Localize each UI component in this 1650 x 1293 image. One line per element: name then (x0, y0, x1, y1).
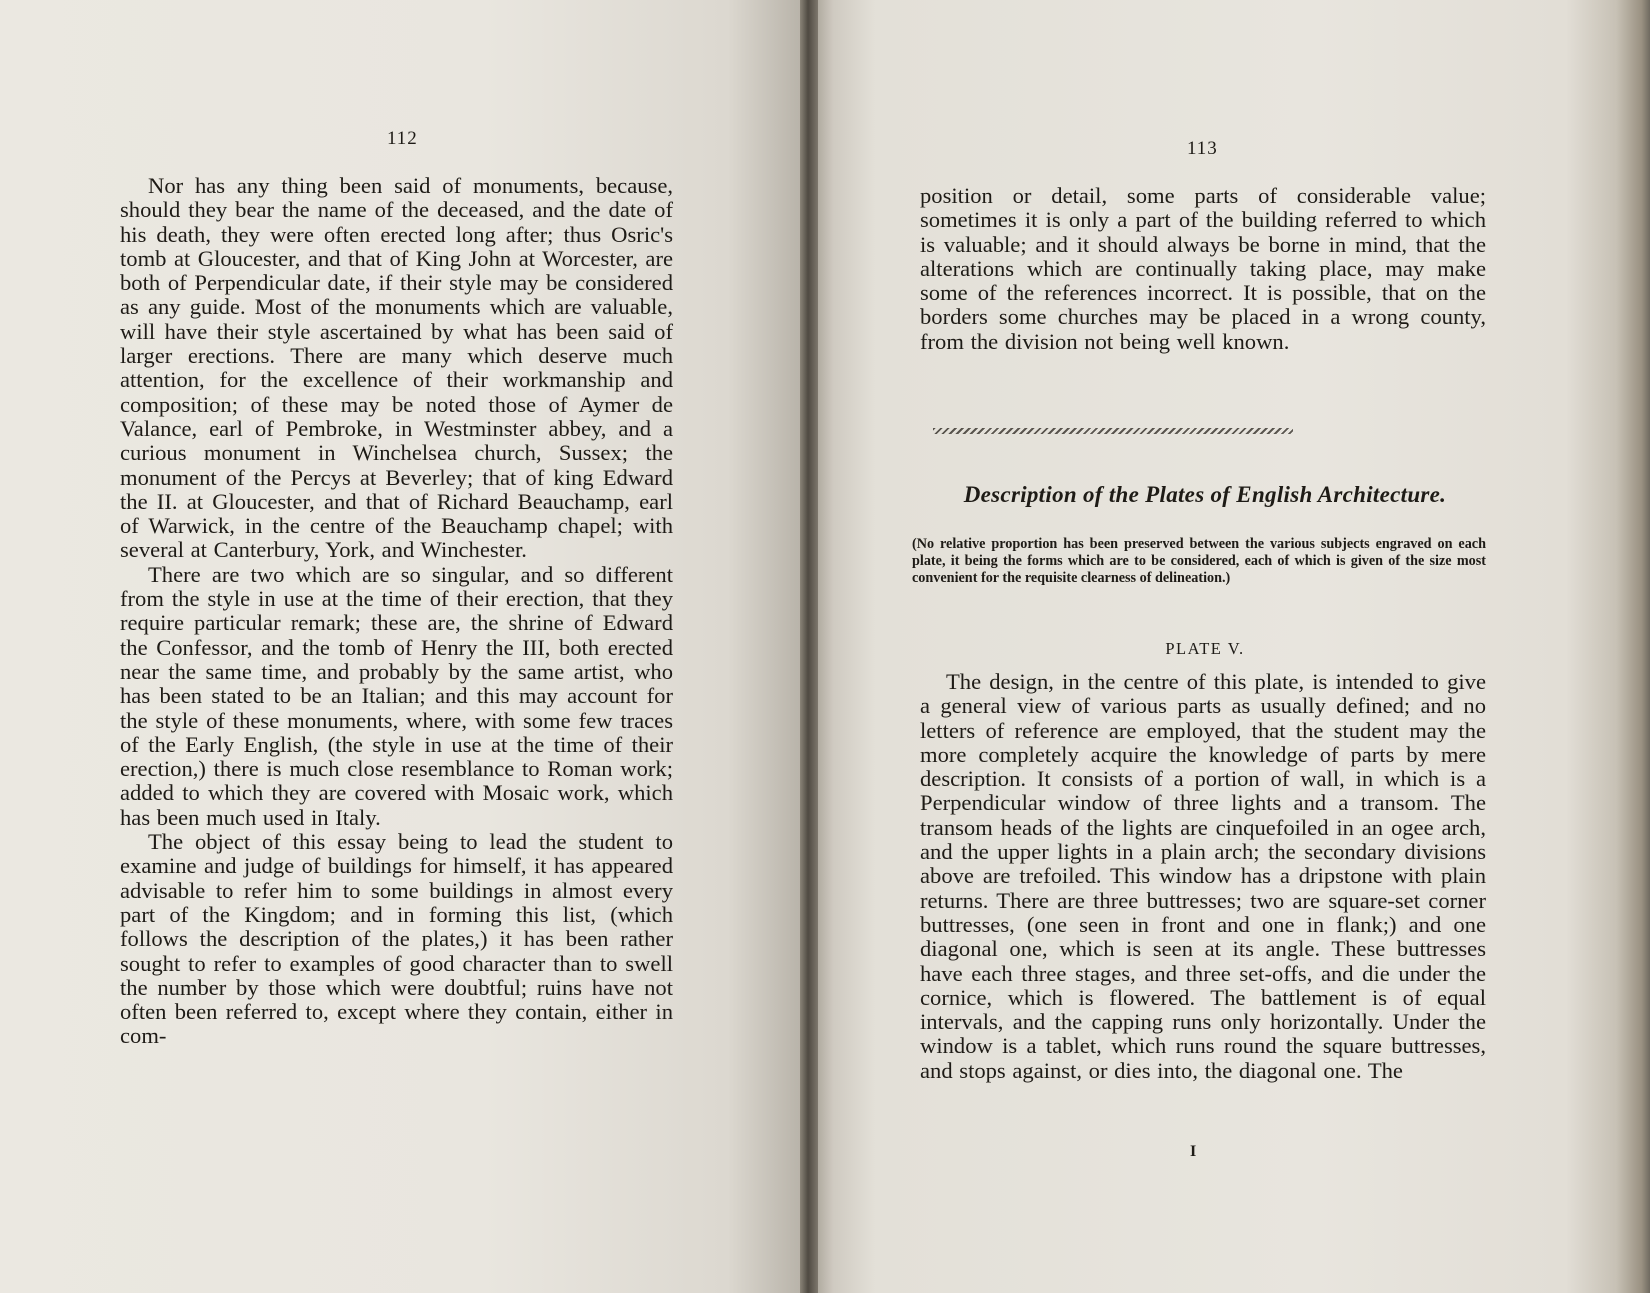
left-page-number: 112 (387, 128, 418, 149)
plate-heading: PLATE V. (1165, 639, 1245, 658)
section-title: Description of the Plates of English Architecture. (963, 482, 1447, 507)
left-paragraph-1: Nor has any thing been said of monuments, because, should they bear the name of the deceased, and the date of his death, they were often erected long after; thus Osric's tomb at Gloucester, and that of King John at Worcester, are both of Perpendicular date, if their style may be considered as any guide. Most of the monuments which are valuable, will have their style ascertained by what has been said of larger erections. There are many which deserve much attention, for the excellence of their workmanship and composition; of these may be noted those of Aymer de Valance, earl of Pembroke, in Westminster abbey, and a curious monument in Winchelsea church, Sussex; the monument of the Percys at Beverley; that of king Edward the II. at Gloucester, and that of Richard Beauchamp, earl of Warwick, in the centre of the Beauchamp chapel; with several at Canterbury, York, and Winchester. (120, 173, 673, 563)
continuation-paragraph: position or detail, some parts of considerable value; sometimes it is only a part of the building referred to which is valuable; and it should always be borne in mind, that the alterations which are continually taking place, may make some of the references incorrect. It is possible, that on the borders some churches may be placed in a wrong county, from the division not being well known. (920, 183, 1486, 354)
left-paragraph-2: There are two which are so singular, and so different from the style in use at the time of their erection, that they require particular remark; these are, the shrine of Edward the Confessor, and the tomb of Henry the III, both erected near the same time, and probably by the same artist, who has been stated to be an Italian; and this may account for the style of these monuments, where, with some few traces of the Early English, (the style in use at the time of their erection,) there is much close resemblance to Roman work; added to which they are covered with Mosaic work, which has been much used in Italy. (120, 561, 673, 830)
proportion-note: (No relative proportion has been preserved between the various subjects engraved on each plate, it being the forms which are to be considered, each of which is given of the size most convenient for the requisite clearness of delineation.) (912, 536, 1486, 586)
plate-description (920, 670, 1486, 1083)
right-page-number: 113 (1187, 138, 1218, 159)
left-paragraph-3: The object of this essay being to lead the student to examine and judge of buildings for himself, it has appeared advisable to refer him to some buildings in almost every part of the Kingdom; and in forming this list, (which follows the description of the plates,) it has been rather sought to refer to examples of good character than to swell the number by those which were doubtful; ruins have not often been referred to, except where they contain, either in com- (120, 829, 673, 1049)
right-continuation-text (920, 184, 1486, 354)
book-gutter (800, 0, 818, 1293)
signature-mark: I (1190, 1143, 1197, 1160)
left-page-body (120, 174, 673, 1049)
plate-paragraph: The design, in the centre of this plate, is intended to give a general view of various parts as usually defined; and no letters of reference are employed, that the student may the more completely acquire the knowledge of parts by mere description. It consists of a portion of wall, in which is a Perpendicular window of three lights and a transom. The transom heads of the lights are cinquefoiled in an ogee arch, and the upper lights in a plain arch; the secondary divisions above are trefoiled. This window has a dripstone with plain returns. There are three buttresses; two are square-set corner buttresses, (one seen in front and one in flank;) and one diagonal one, which is seen at its angle. These buttresses have each three stages, and three set-offs, and die under the cornice, which is flowered. The battlement is of equal intervals, and the capping runs only horizontally. Under the window is a tablet, which runs round the square buttresses, and stops against, or dies into, the diagonal one. The (920, 669, 1486, 1083)
ornamental-rule (933, 428, 1293, 434)
